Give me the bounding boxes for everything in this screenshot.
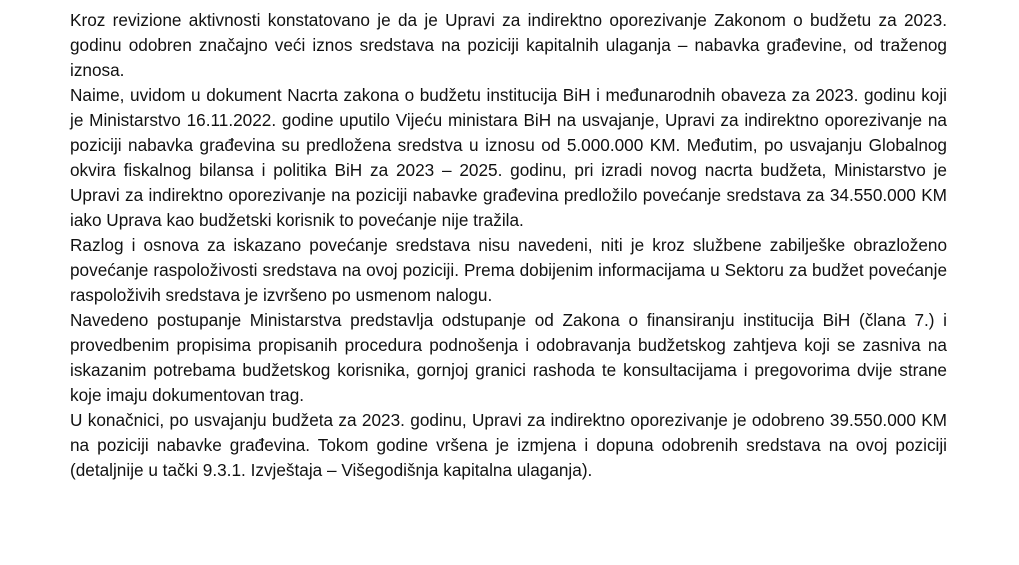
paragraph-final-approval: U konačnici, po usvajanju budžeta za 2023. godinu, Upravi za indirektno oporezivanje je odobreno 39.550.000 KM na poziciji nabavke građevina. Tokom godine vršena je izmjena i dopuna odobrenih sredstava na ovoj poziciji (detaljnije u tački 9.3.1. Izvještaja – Višegodišnja kapitalna ulaganja). [70, 410, 947, 480]
paragraph-increase-reason: Razlog i osnova za iskazano povećanje sredstava nisu navedeni, niti je kroz službene zabilješke obrazloženo povećanje raspoloživosti sredstava na ovoj poziciji. Prema dobijenim informacijama u Sektoru za budžet povećanje raspoloživih sredstava je izvršeno po usmenom nalogu. [70, 235, 947, 305]
document-body [70, 8, 947, 483]
paragraph-procedure-deviation: Navedeno postupanje Ministarstva predstavlja odstupanje od Zakona o finansiranju institucija BiH (člana 7.) i provedbenim propisima propisanih procedura podnošenja i odobravanja budžetskog zahtjeva koji se zasniva na iskazanim potrebama budžetskog korisnika, gornjoj granici rashoda te konsultacijama i pregovorima dvije strane koje imaju dokumentovan trag. [70, 310, 947, 405]
paragraph-revision-finding: Kroz revizione aktivnosti konstatovano je da je Upravi za indirektno oporezivanje Zakonom o budžetu za 2023. godinu odobren značajno veći iznos sredstava na poziciji kapitalnih ulaganja – nabavka građevine, od traženog iznosa. [70, 10, 947, 80]
paragraph-draft-budget-review: Naime, uvidom u dokument Nacrta zakona o budžetu institucija BiH i međunarodnih obaveza za 2023. godinu koji je Ministarstvo 16.11.2022. godine uputilo Vijeću ministara BiH na usvajanje, Upravi za indirektno oporezivanje na poziciji nabavka građevina su predložena sredstva u iznosu od 5.000.000 KM. Međutim, po usvajanju Globalnog okvira fiskalnog bilansa i politika BiH za 2023 – 2025. godinu, pri izradi novog nacrta budžeta, Ministarstvo je Upravi za indirektno oporezivanje na poziciji nabavke građevina predložilo povećanje sredstava za 34.550.000 KM iako Uprava kao budžetski korisnik to povećanje nije tražila. [70, 85, 947, 230]
